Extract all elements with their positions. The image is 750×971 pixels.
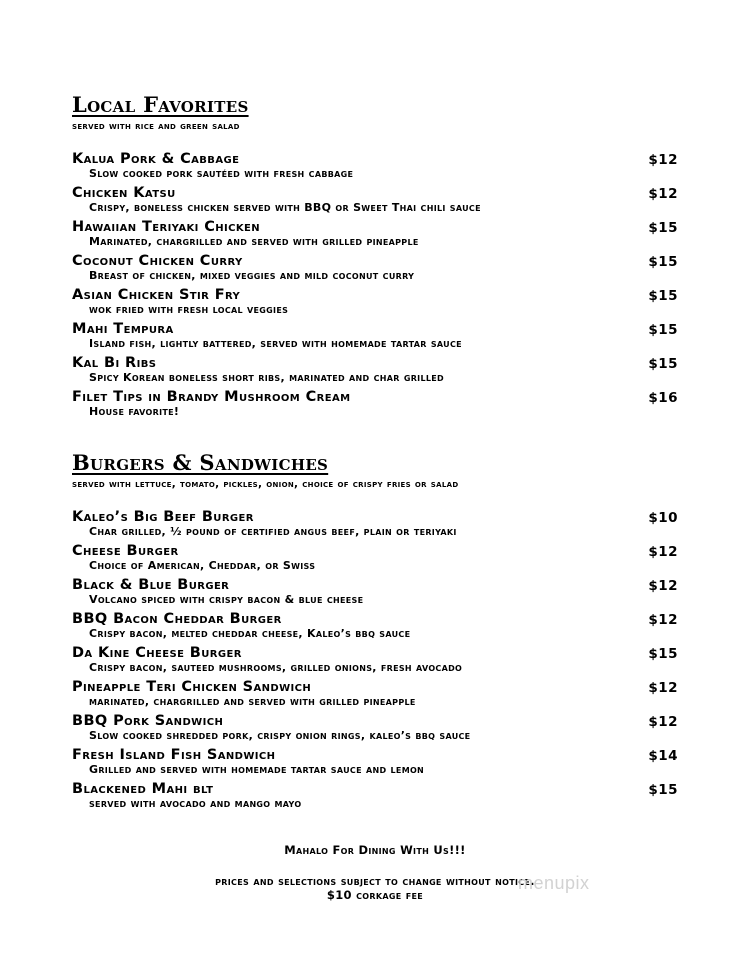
- item-name: Kal Bi Ribs: [72, 355, 157, 371]
- item-price: $12: [648, 152, 678, 168]
- item-description: Slow cooked shredded pork, crispy onion rings, kaleo’s bbq sauce: [89, 729, 471, 742]
- section-burgers-sandwiches: [72, 451, 678, 814]
- menu-item: [72, 780, 678, 814]
- item-name: Hawaiian Teriyaki Chicken: [72, 219, 261, 235]
- item-price: $15: [648, 356, 678, 372]
- item-price: $12: [648, 714, 678, 730]
- item-description: Slow cooked pork sautéed with fresh cabbage: [89, 167, 354, 180]
- item-description: Breast of chicken, mixed veggies and mild coconut curry: [89, 269, 415, 282]
- menu-item: [72, 218, 678, 252]
- section-local-favorites: [72, 93, 678, 422]
- item-price: $15: [648, 220, 678, 236]
- item-price: $14: [648, 748, 678, 764]
- item-description: Marinated, chargrilled and served with grilled pineapple: [89, 235, 419, 248]
- item-description: Crispy bacon, melted cheddar cheese, Kaleo’s bbq sauce: [89, 627, 411, 640]
- price-notice: prices and selections subject to change without notice.: [215, 874, 535, 888]
- menu-item: [72, 644, 678, 678]
- menu-item: [72, 610, 678, 644]
- item-description: marinated, chargrilled and served with grilled pineapple: [89, 695, 416, 708]
- item-description: wok fried with fresh local veggies: [89, 303, 289, 316]
- section-title: Burgers & Sandwiches: [72, 450, 329, 475]
- item-price: $12: [648, 186, 678, 202]
- menu-item: [72, 576, 678, 610]
- corkage-fee: $10 corkage fee: [326, 888, 424, 902]
- menu-item: [72, 354, 678, 388]
- menu-item: [72, 252, 678, 286]
- item-description: House favorite!: [89, 405, 180, 418]
- thanks-message: Mahalo For Dining With Us!!!: [284, 843, 466, 857]
- item-description: Grilled and served with homemade tartar sauce and lemon: [89, 763, 425, 776]
- item-name: Da Kine Cheese Burger: [72, 645, 242, 661]
- section-title: Local Favorites: [72, 92, 249, 117]
- menu-item: [72, 184, 678, 218]
- item-name: Mahi Tempura: [72, 321, 174, 337]
- item-name: Black & Blue Burger: [72, 577, 230, 593]
- item-name: Asian Chicken Stir Fry: [72, 287, 241, 303]
- item-price: $16: [648, 390, 678, 406]
- menu-item: [72, 286, 678, 320]
- section-subtitle: served with rice and green salad: [72, 120, 240, 132]
- item-description: Volcano spiced with crispy bacon & blue cheese: [89, 593, 364, 606]
- watermark-logo: menupix: [518, 873, 590, 893]
- item-name: Pineapple Teri Chicken Sandwich: [72, 679, 312, 695]
- item-description: Spicy Korean boneless short ribs, marinated and char grilled: [89, 371, 444, 384]
- item-price: $15: [648, 288, 678, 304]
- item-name: Kalua Pork & Cabbage: [72, 151, 240, 167]
- menu-item: [72, 678, 678, 712]
- menu-item: [72, 712, 678, 746]
- item-name: BBQ Pork Sandwich: [72, 713, 224, 729]
- item-name: Fresh Island Fish Sandwich: [72, 747, 276, 763]
- item-price: $12: [648, 578, 678, 594]
- item-price: $10: [648, 510, 678, 526]
- item-name: Chicken Katsu: [72, 185, 176, 201]
- menu-item: [72, 542, 678, 576]
- item-price: $15: [648, 322, 678, 338]
- section-subtitle: served with lettuce, tomato, pickles, onion, choice of crispy fries or salad: [72, 478, 459, 490]
- menu-item: [72, 746, 678, 780]
- item-price: $12: [648, 612, 678, 628]
- item-name: Cheese Burger: [72, 543, 179, 559]
- item-description: Char grilled, ½ pound of certified angus beef, plain or teriyaki: [89, 525, 457, 538]
- item-price: $12: [648, 680, 678, 696]
- item-description: served with avocado and mango mayo: [89, 797, 302, 810]
- item-name: BBQ Bacon Cheddar Burger: [72, 611, 282, 627]
- menu: [72, 93, 678, 814]
- item-name: Kaleo’s Big Beef Burger: [72, 509, 254, 525]
- menu-item: [72, 150, 678, 184]
- item-name: Coconut Chicken Curry: [72, 253, 243, 269]
- menu-item: [72, 388, 678, 422]
- item-name: Filet Tips in Brandy Mushroom Cream: [72, 389, 351, 405]
- item-price: $15: [648, 254, 678, 270]
- item-name: Blackened Mahi blt: [72, 781, 214, 797]
- item-description: Island fish, lightly battered, served with homemade tartar sauce: [89, 337, 462, 350]
- menu-item: [72, 320, 678, 354]
- item-list: [72, 508, 678, 814]
- item-price: $12: [648, 544, 678, 560]
- item-description: Crispy, boneless chicken served with BBQ or Sweet Thai chili sauce: [89, 201, 481, 214]
- item-price: $15: [648, 646, 678, 662]
- item-list: [72, 150, 678, 422]
- item-price: $15: [648, 782, 678, 798]
- item-description: Crispy bacon, sauteed mushrooms, grilled onions, fresh avocado: [89, 661, 463, 674]
- item-description: Choice of American, Cheddar, or Swiss: [89, 559, 316, 572]
- menu-item: [72, 508, 678, 542]
